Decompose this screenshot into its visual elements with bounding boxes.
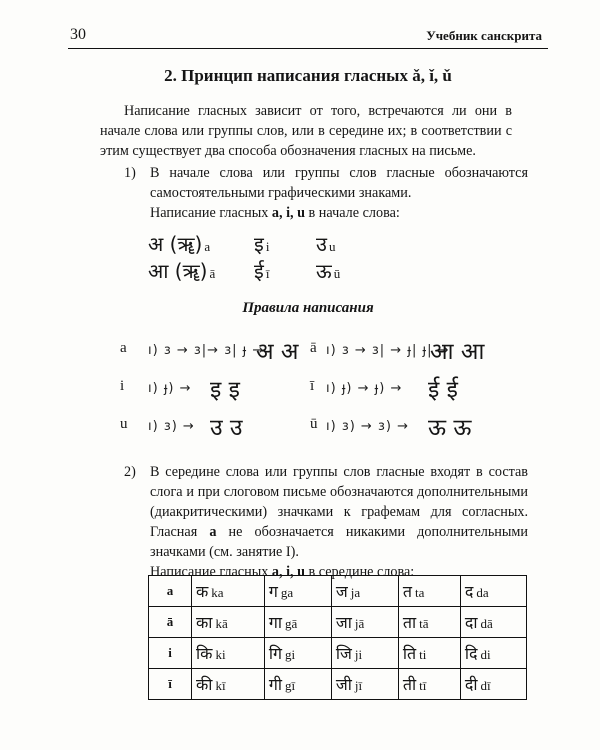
section-title: 2. Принцип написания гласных ǎ, ǐ, ǔ bbox=[164, 66, 452, 85]
vowel-a: अ (ॠ) a bbox=[148, 232, 211, 256]
row-vowel: ā bbox=[149, 607, 192, 638]
vowel-aa: आ (ॠ) ā bbox=[148, 259, 216, 283]
table-cell: का kā bbox=[192, 607, 265, 638]
item-2-number: 2) bbox=[124, 464, 136, 480]
table-cell: त ta bbox=[398, 576, 460, 607]
table-cell: गि gi bbox=[264, 638, 331, 669]
vowel-uu: ऊū bbox=[316, 259, 341, 283]
table-cell: ति ti bbox=[398, 638, 460, 669]
table-cell: जा jā bbox=[331, 607, 398, 638]
table-cell: गी gī bbox=[264, 669, 331, 700]
page-header bbox=[68, 26, 548, 49]
item-1-text: В начале слова или группы слов гласные обозначаются самостоятельными графическими знаками. bbox=[150, 165, 528, 201]
row-vowel: i bbox=[149, 638, 192, 669]
row-vowel: a bbox=[149, 576, 192, 607]
table-cell: ज ja bbox=[331, 576, 398, 607]
table-row bbox=[149, 607, 527, 638]
syllable-table bbox=[148, 575, 527, 700]
table-cell: दि di bbox=[460, 638, 526, 669]
table-cell: गा gā bbox=[264, 607, 331, 638]
table-cell: जी jī bbox=[331, 669, 398, 700]
vowel-ii: ईī bbox=[254, 259, 270, 283]
table-cell: दी dī bbox=[460, 669, 526, 700]
table-row bbox=[149, 576, 527, 607]
item-1-subheading: Написание гласных a, i, u в начале слова: bbox=[150, 205, 400, 221]
item-2-text: В середине слова или группы слов гласные входят в состав слога и при слоговом письме обозначаются дополнительными (диакритическими) значками к графемам для согласных. Гласная a не обозначается никакими дополнительными значками (см. занятие I). bbox=[150, 464, 528, 560]
table-cell: की kī bbox=[192, 669, 265, 700]
running-title: Учебник санскрита bbox=[426, 28, 542, 43]
table-cell: ग ga bbox=[264, 576, 331, 607]
intro-paragraph: Написание гласных зависит от того, встречаются ли они в начале слова или группы слов, или в середине их; в соответствии с этим существует два способа обозначения гласных на письме. bbox=[100, 103, 512, 159]
item-2-subheading: Написание гласных a, i, u в середине слова: bbox=[150, 564, 415, 580]
rules-title: Правила написания bbox=[242, 300, 374, 316]
table-row bbox=[149, 638, 527, 669]
table-cell: द da bbox=[460, 576, 526, 607]
page-number: 30 bbox=[70, 26, 86, 43]
table-cell: ता tā bbox=[398, 607, 460, 638]
vowel-u: उu bbox=[316, 232, 336, 256]
table-row bbox=[149, 669, 527, 700]
item-1-number: 1) bbox=[124, 165, 136, 181]
table-cell: दा dā bbox=[460, 607, 526, 638]
row-vowel: ī bbox=[149, 669, 192, 700]
table-cell: क ka bbox=[192, 576, 265, 607]
vowel-i: इi bbox=[254, 232, 270, 256]
table-cell: जि ji bbox=[331, 638, 398, 669]
table-cell: ती tī bbox=[398, 669, 460, 700]
table-cell: कि ki bbox=[192, 638, 265, 669]
